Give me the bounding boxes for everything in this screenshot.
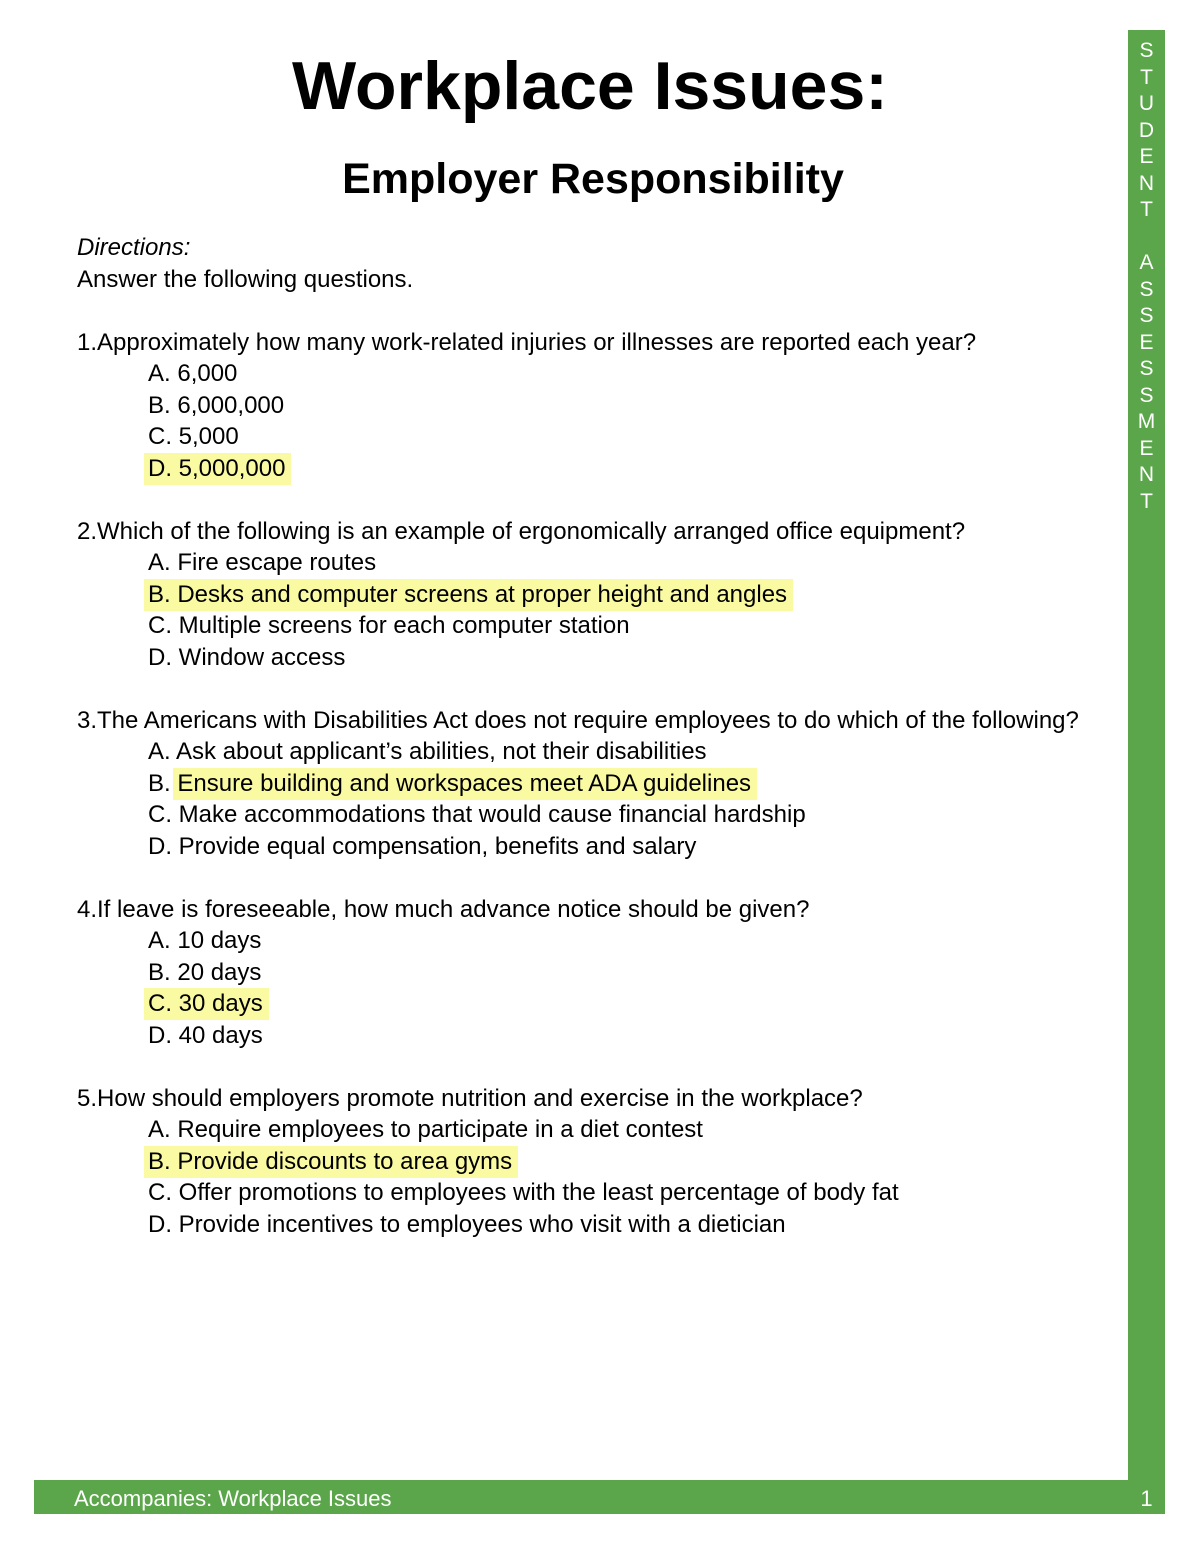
sidebar-letter: N [1138,463,1155,486]
question-1 [77,327,1122,485]
answer-option-correct [77,988,1122,1020]
question-text: 1.Approximately how many work-related injuries or illnesses are reported each year? [77,328,977,356]
directions-text: Answer the following questions. [77,265,414,293]
answer-label: A. Fire escape routes [148,549,377,576]
answer-option-correct [77,579,1122,611]
page-title: Workplace Issues: [292,48,888,124]
answer-letter: B. [148,769,171,797]
sidebar-letter: E [1139,330,1154,354]
question-text: 2.Which of the following is an example of ergonomically arranged office equipment? [77,517,966,545]
answer-label: D. 40 days [148,1021,263,1049]
sidebar-vertical-label [1128,38,1165,515]
highlighted-answer: B. Provide discounts to area gyms [144,1146,518,1178]
question-2 [77,516,1122,674]
answer-option [77,799,1122,831]
question-4 [77,894,1122,1052]
sidebar-letter: S [1139,39,1154,62]
answer-option [77,358,1122,390]
answer-label: C. Offer promotions to employees with the least percentage of body fat [148,1179,899,1206]
answer-option [77,957,1122,989]
answer-option [77,390,1122,422]
answer-label: A. Require employees to participate in a diet contest [148,1116,703,1143]
sidebar-letter: S [1139,304,1154,327]
highlighted-answer: D. 5,000,000 [144,453,291,485]
assessment-content [77,232,1122,1240]
sidebar-letter: T [1140,489,1153,513]
sidebar-letter: S [1139,357,1154,380]
sidebar-letter: A [1139,251,1154,274]
answer-option [77,547,1122,579]
answer-option [77,736,1122,768]
highlighted-answer: B. Desks and computer screens at proper height and angles [144,579,793,611]
question-text: 3.The Americans with Disabilities Act does not require employees to do which of the following? [77,706,1079,734]
answer-label: D. Provide incentives to employees who visit with a dietician [148,1210,786,1238]
answer-option [77,831,1122,863]
question-text: 5.How should employers promote nutrition and exercise in the workplace? [77,1084,863,1112]
answer-option [77,1114,1122,1146]
page-subtitle: Employer Responsibility [342,155,844,203]
answer-option [77,642,1122,674]
highlighted-answer: Ensure building and workspaces meet ADA guidelines [173,768,757,800]
answer-option [77,421,1122,453]
answer-label: C. 5,000 [148,423,239,450]
sidebar-letter: T [1140,198,1153,221]
answer-label: D. Provide equal compensation, benefits and salary [148,832,697,860]
answer-option-correct [77,453,1122,485]
footer-accompanies: Accompanies: Workplace Issues [74,1486,392,1511]
answer-option [77,1209,1122,1241]
answer-list [77,547,1122,673]
answer-list [77,1114,1122,1240]
answer-option [77,1020,1122,1052]
answer-label: B. 6,000,000 [148,391,285,419]
highlighted-answer: C. 30 days [144,988,269,1020]
sidebar-letter [1128,224,1165,251]
sidebar-letter: M [1137,410,1156,433]
sidebar-letter: D [1138,118,1155,142]
answer-list [77,925,1122,1051]
sidebar-letter: S [1139,383,1154,407]
directions-label: Directions: [77,234,191,261]
question-text: 4.If leave is foreseeable, how much advance notice should be given? [77,895,810,923]
page-number: 1 [1140,1486,1153,1511]
answer-list [77,358,1122,484]
question-5 [77,1083,1122,1241]
answer-label: D. Window access [148,643,346,671]
answer-label: A. Ask about applicant’s abilities, not their disabilities [148,738,707,765]
answer-label: B. 20 days [148,958,262,986]
answer-option [77,610,1122,642]
answer-label: A. 10 days [148,927,262,954]
sidebar-letter: U [1138,92,1155,115]
sidebar-letter: T [1140,65,1153,89]
sidebar-letter: E [1139,436,1154,460]
answer-label: C. Multiple screens for each computer station [148,612,630,639]
answer-label: A. 6,000 [148,360,238,387]
sidebar-letter: S [1139,277,1154,301]
sidebar-letter: E [1139,145,1154,168]
answer-option [77,1177,1122,1209]
answer-option-correct [77,768,1122,800]
question-3 [77,705,1122,863]
answer-list [77,736,1122,862]
answer-label: C. Make accommodations that would cause financial hardship [148,801,806,828]
answer-option [77,925,1122,957]
sidebar-letter: N [1138,171,1155,195]
answer-option-correct [77,1146,1122,1178]
